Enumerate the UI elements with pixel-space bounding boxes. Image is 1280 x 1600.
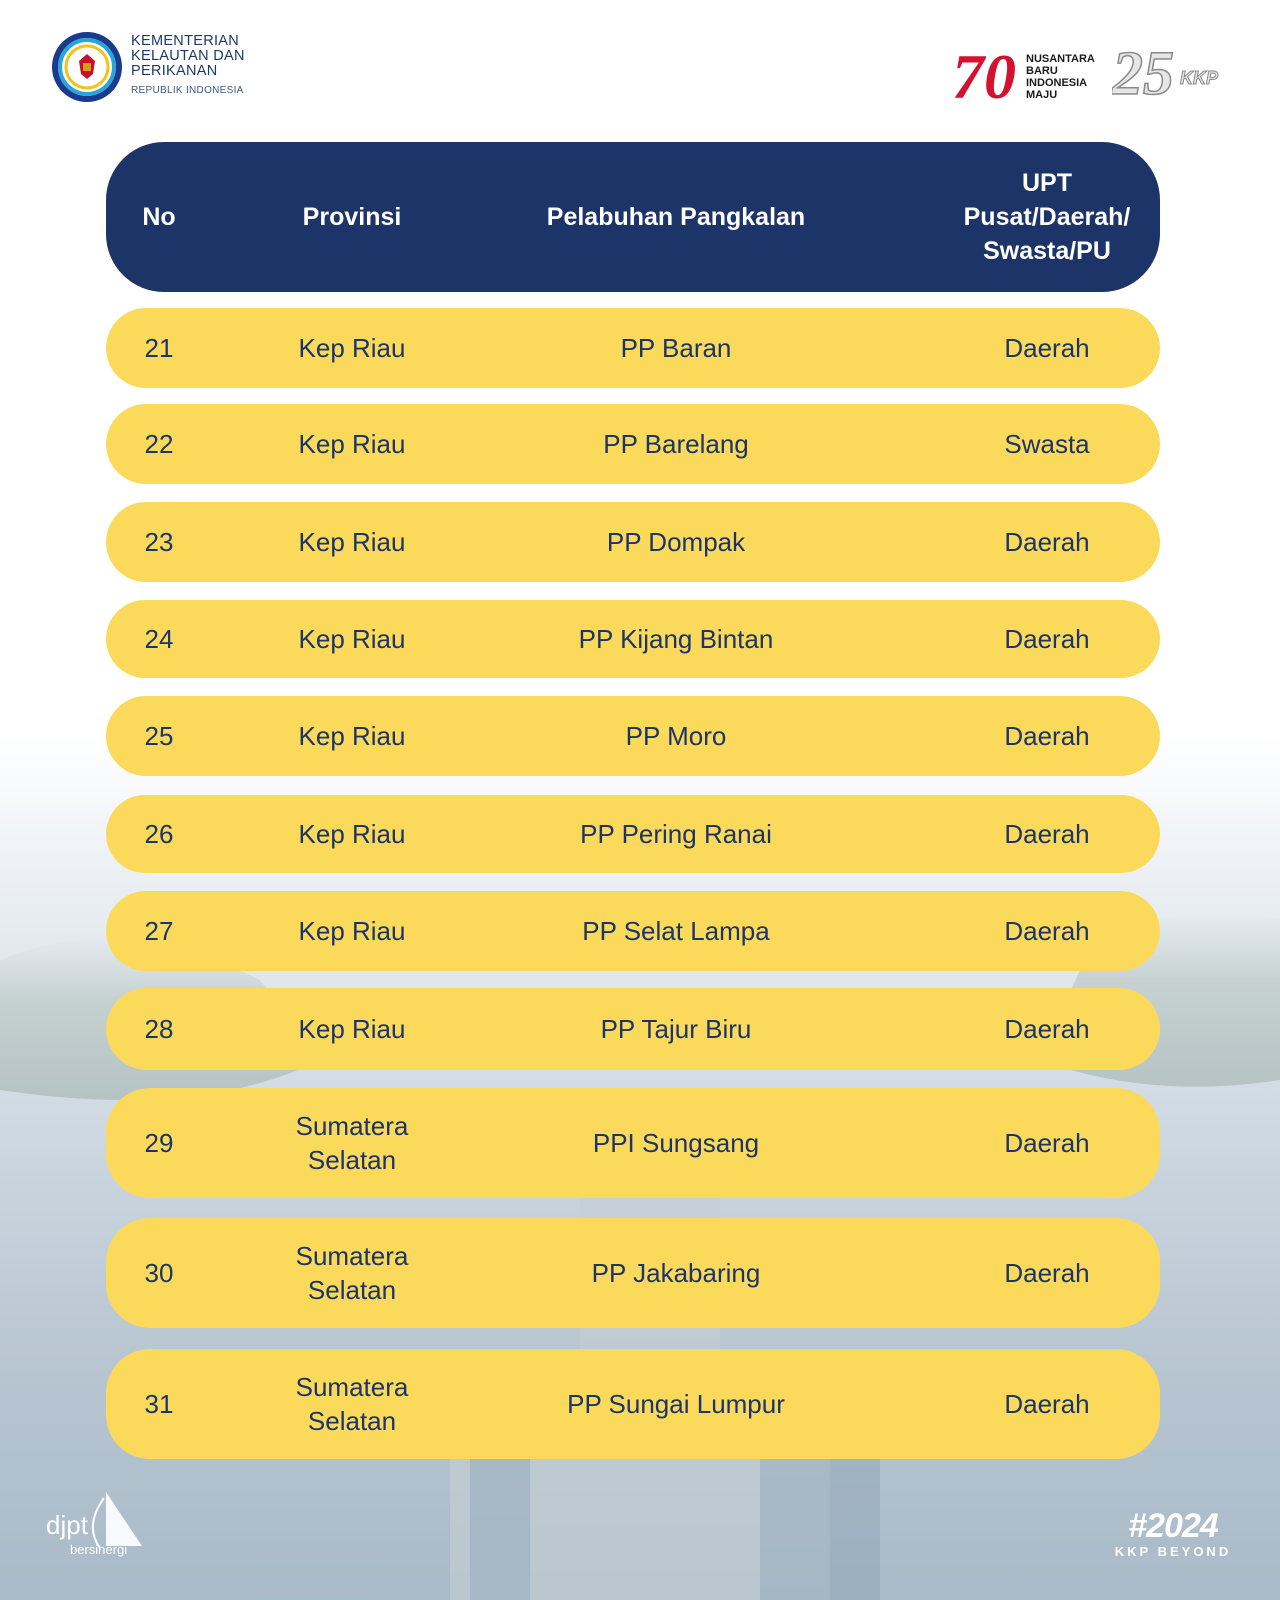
- cell-pelabuhan: PP Selat Lampa: [582, 916, 770, 946]
- column-header-upt: UPT Pusat/Daerah/ Swasta/PU: [963, 169, 1131, 265]
- cell-pelabuhan: PP Baran: [620, 333, 732, 363]
- column-header-pelabuhan: Pelabuhan Pangkalan: [546, 203, 806, 231]
- cell-pelabuhan: PP Barelang: [603, 429, 749, 459]
- kkp-25-logo: [1112, 38, 1232, 104]
- ministry-logo: [50, 30, 124, 104]
- table-header: [106, 142, 1160, 292]
- cell-no: 26: [144, 819, 174, 849]
- cell-pelabuhan: PP Tajur Biru: [600, 1014, 752, 1044]
- kkp-beyond-text: KKP BEYOND: [1114, 1544, 1232, 1559]
- cell-upt: Daerah: [1004, 916, 1090, 946]
- cell-pelabuhan: PPI Sungsang: [592, 1128, 760, 1158]
- cell-provinsi: Kep Riau: [298, 1014, 406, 1044]
- cell-provinsi: Kep Riau: [298, 527, 406, 557]
- djpt-text: djpt: [46, 1510, 88, 1540]
- table-row: [106, 1218, 1160, 1328]
- table-row: [106, 891, 1160, 971]
- cell-upt: Daerah: [1004, 333, 1090, 363]
- cell-no: 23: [144, 527, 174, 557]
- cell-upt: Daerah: [1004, 721, 1090, 751]
- ministry-name: [131, 34, 245, 98]
- ministry-line-2: KELAUTAN DAN: [131, 48, 245, 64]
- table-row: [106, 988, 1160, 1070]
- nusantara-line: MAJU: [1026, 89, 1058, 101]
- cell-no: 28: [144, 1014, 174, 1044]
- table-row: [106, 502, 1160, 582]
- column-header-no: No: [142, 203, 176, 231]
- cell-provinsi: Kep Riau: [298, 721, 406, 751]
- cell-no: 25: [144, 721, 174, 751]
- cell-no: 30: [144, 1258, 174, 1288]
- table-row: [106, 696, 1160, 776]
- cell-provinsi: Kep Riau: [298, 429, 406, 459]
- ministry-line-3: PERIKANAN: [131, 63, 218, 79]
- cell-upt: Daerah: [1004, 1014, 1090, 1044]
- cell-provinsi: Kep Riau: [298, 624, 406, 654]
- logo25-number: 25: [1112, 40, 1174, 104]
- logo25-brand: KKP: [1180, 68, 1219, 88]
- cell-upt: Daerah: [1004, 624, 1090, 654]
- table-row: [106, 308, 1160, 388]
- cell-no: 31: [144, 1389, 174, 1419]
- djpt-logo: [44, 1486, 154, 1566]
- cell-provinsi: Sumatera Selatan: [295, 1241, 409, 1305]
- cell-pelabuhan: PP Jakabaring: [591, 1258, 761, 1288]
- cell-upt: Daerah: [1004, 819, 1090, 849]
- ministry-line-1: KEMENTERIAN: [131, 33, 240, 49]
- cell-pelabuhan: PP Kijang Bintan: [578, 624, 774, 654]
- nusantara-line: NUSANTARA: [1026, 53, 1095, 65]
- cell-upt: Daerah: [1004, 1389, 1090, 1419]
- kkp-beyond-logo: [1112, 1508, 1234, 1559]
- cell-upt: Swasta: [1004, 429, 1090, 459]
- logo70-text: 70: [952, 42, 1016, 108]
- hut-ri-70-logo: [950, 42, 1022, 108]
- cell-no: 27: [144, 916, 174, 946]
- cell-provinsi: Sumatera Selatan: [295, 1372, 409, 1436]
- cell-provinsi: Kep Riau: [298, 819, 406, 849]
- nusantara-line: INDONESIA: [1026, 77, 1088, 89]
- cell-provinsi: Kep Riau: [298, 333, 406, 363]
- cell-pelabuhan: PP Sungai Lumpur: [567, 1389, 785, 1419]
- hashtag-2024: #2024: [1128, 1507, 1218, 1545]
- column-header-provinsi: Provinsi: [302, 203, 402, 231]
- cell-no: 24: [144, 624, 174, 654]
- cell-pelabuhan: PP Dompak: [606, 527, 746, 557]
- cell-provinsi: Sumatera Selatan: [295, 1111, 409, 1175]
- ministry-subtitle: REPUBLIK INDONESIA: [131, 85, 244, 96]
- cell-upt: Daerah: [1004, 1128, 1090, 1158]
- cell-no: 29: [144, 1128, 174, 1158]
- nusantara-line: BARU: [1026, 65, 1058, 77]
- cell-no: 21: [144, 333, 174, 363]
- cell-upt: Daerah: [1004, 527, 1090, 557]
- table-row: [106, 795, 1160, 873]
- cell-provinsi: Kep Riau: [298, 916, 406, 946]
- cell-upt: Daerah: [1004, 1258, 1090, 1288]
- cell-pelabuhan: PP Moro: [625, 721, 727, 751]
- cell-no: 22: [144, 429, 174, 459]
- table-row: [106, 404, 1160, 484]
- table-row: [106, 1349, 1160, 1459]
- djpt-sub: bersinergi: [70, 1542, 128, 1557]
- table-row: [106, 600, 1160, 678]
- table-row: [106, 1088, 1160, 1198]
- nusantara-baru-logo-text: [1026, 53, 1095, 101]
- cell-pelabuhan: PP Pering Ranai: [580, 819, 772, 849]
